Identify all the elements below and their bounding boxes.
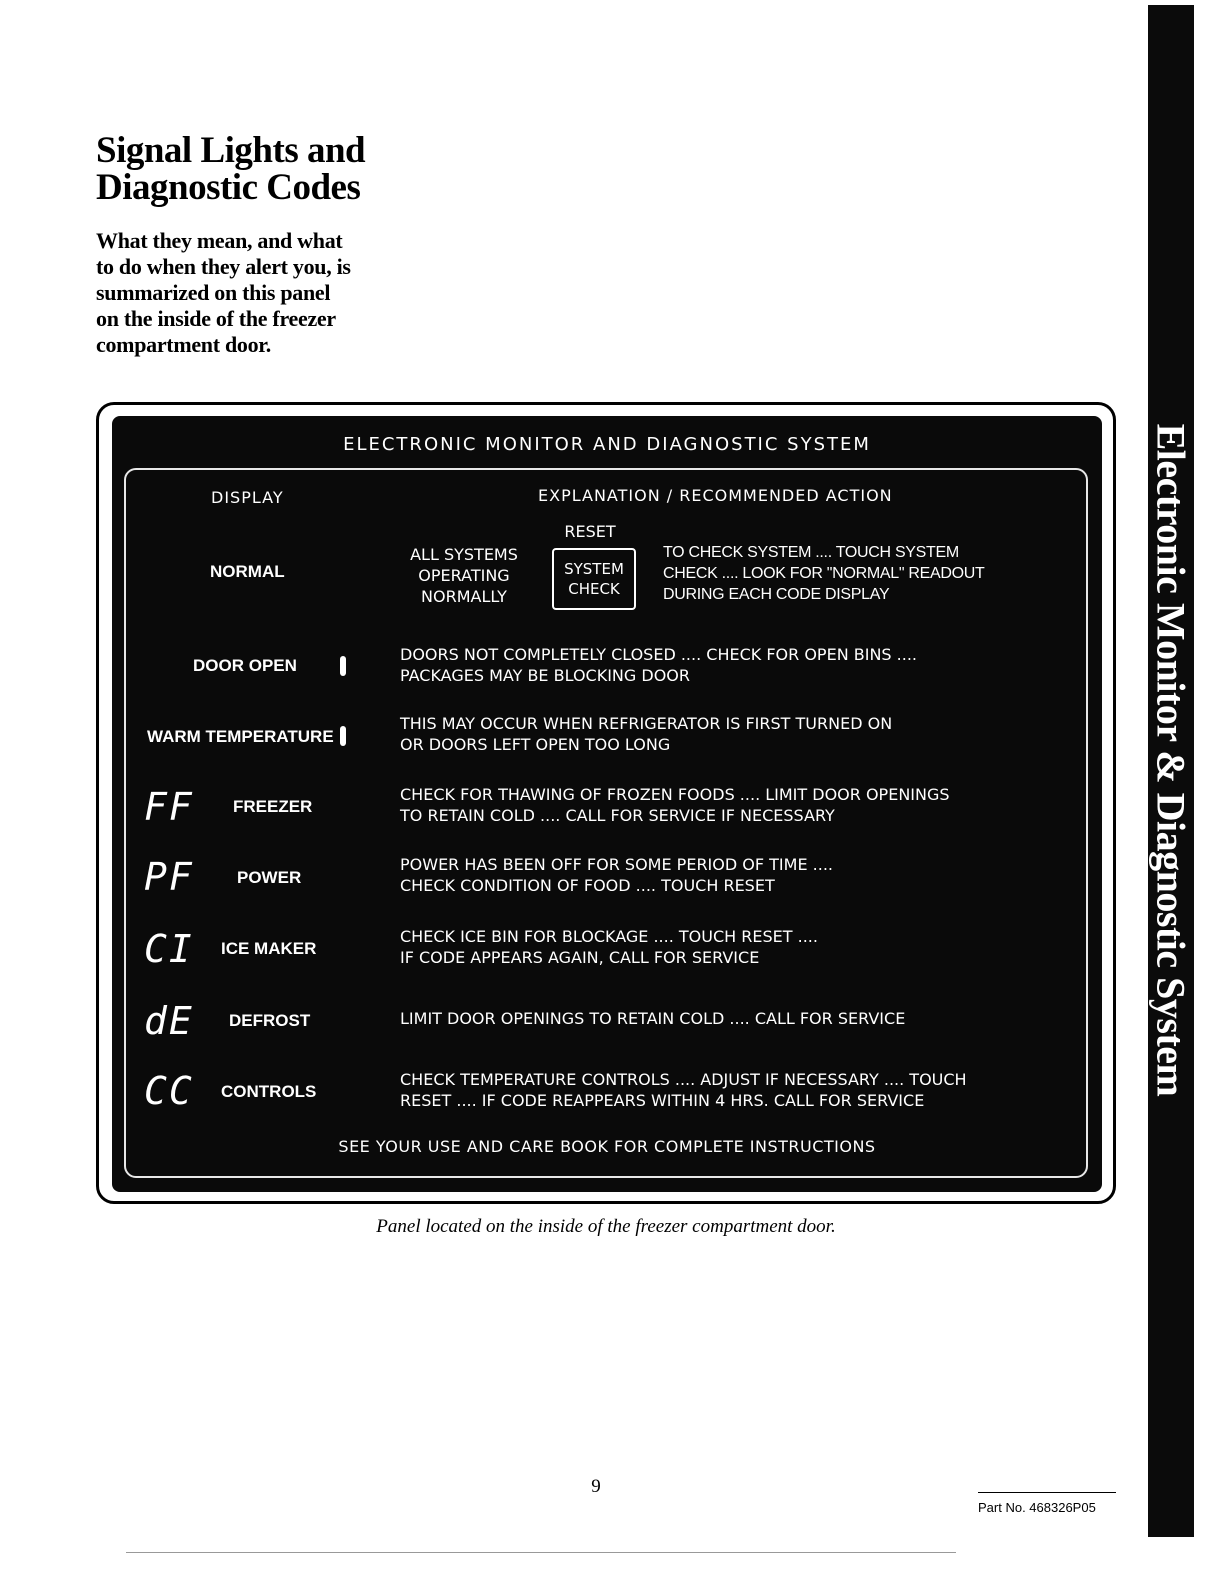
page-title-line-2: Diagnostic Codes <box>96 167 361 208</box>
panel-title: ELECTRONIC MONITOR AND DIAGNOSTIC SYSTEM <box>343 434 871 455</box>
warm-temperature-indicator-light <box>340 726 346 746</box>
normal-instruction-line: TO CHECK SYSTEM .... TOUCH SYSTEM <box>663 544 959 561</box>
controls-code: CC <box>144 1069 194 1113</box>
explanation-line: CHECK CONDITION OF FOOD .... TOUCH RESET <box>400 876 775 895</box>
intro-line: on the inside of the freezer <box>96 306 336 331</box>
warm-temperature-label: WARM TEMPERATURE <box>147 727 334 746</box>
system-check-line: SYSTEM <box>564 560 624 578</box>
door-open-explanation <box>400 644 917 686</box>
panel-caption: Panel located on the inside of the freezer compartment door. <box>376 1216 836 1237</box>
explanation-line: RESET .... IF CODE REAPPEARS WITHIN 4 HRS. CALL FOR SERVICE <box>400 1091 925 1110</box>
normal-label: NORMAL <box>210 562 285 581</box>
normal-instruction-line: CHECK .... LOOK FOR "NORMAL" READOUT <box>663 565 985 582</box>
freezer-explanation <box>400 784 950 826</box>
intro-line: compartment door. <box>96 332 271 357</box>
power-code: PF <box>144 855 194 899</box>
door-open-label: DOOR OPEN <box>193 656 297 675</box>
explanation-line: CHECK FOR THAWING OF FROZEN FOODS .... LIMIT DOOR OPENINGS <box>400 785 950 804</box>
ice-maker-explanation <box>400 926 818 968</box>
explanation-line: OR DOORS LEFT OPEN TOO LONG <box>400 735 671 754</box>
normal-status-line: OPERATING <box>418 566 510 585</box>
defrost-label: DEFROST <box>229 1011 311 1030</box>
reset-label: RESET <box>564 522 616 541</box>
normal-instructions <box>663 542 985 605</box>
power-explanation <box>400 854 833 896</box>
explanation-line: DOORS NOT COMPLETELY CLOSED .... CHECK FOR OPEN BINS .... <box>400 645 917 664</box>
explanation-line: CHECK ICE BIN FOR BLOCKAGE .... TOUCH RESET .... <box>400 927 818 946</box>
explanation-line: CHECK TEMPERATURE CONTROLS .... ADJUST IF NECESSARY .... TOUCH <box>400 1070 967 1089</box>
controls-explanation <box>400 1069 967 1111</box>
normal-instruction-line: DURING EACH CODE DISPLAY <box>663 586 890 603</box>
controls-label: CONTROLS <box>221 1082 317 1101</box>
page-number: 9 <box>591 1476 601 1497</box>
intro-line: to do when they alert you, is <box>96 254 351 279</box>
explanation-line: POWER HAS BEEN OFF FOR SOME PERIOD OF TIME .... <box>400 855 833 874</box>
bottom-rule <box>126 1552 956 1553</box>
diagnostic-panel <box>112 416 1102 1192</box>
power-label: POWER <box>237 868 302 887</box>
system-check-line: CHECK <box>568 580 620 598</box>
side-tab-label: Electronic Monitor & Diagnostic System <box>1148 423 1194 1097</box>
freezer-code: FF <box>144 785 194 829</box>
part-number: Part No. 468326P05 <box>978 1500 1096 1515</box>
explanation-column-header: EXPLANATION / RECOMMENDED ACTION <box>538 486 893 505</box>
intro-paragraph <box>96 228 396 358</box>
explanation-line: TO RETAIN COLD .... CALL FOR SERVICE IF NECESSARY <box>400 806 835 825</box>
normal-status-text <box>400 544 528 607</box>
door-open-indicator-light <box>340 656 346 676</box>
part-number-rule <box>978 1492 1116 1493</box>
system-check-button <box>552 548 636 610</box>
explanation-line: PACKAGES MAY BE BLOCKING DOOR <box>400 666 690 685</box>
defrost-explanation <box>400 1008 905 1029</box>
explanation-line: THIS MAY OCCUR WHEN REFRIGERATOR IS FIRST TURNED ON <box>400 714 893 733</box>
intro-line: What they mean, and what <box>96 228 343 253</box>
explanation-line: IF CODE APPEARS AGAIN, CALL FOR SERVICE <box>400 948 760 967</box>
normal-status-line: ALL SYSTEMS <box>410 545 518 564</box>
ice-maker-label: ICE MAKER <box>221 939 317 958</box>
defrost-code: dE <box>144 999 194 1043</box>
freezer-label: FREEZER <box>233 797 313 816</box>
intro-line: summarized on this panel <box>96 280 331 305</box>
page-title-line-1: Signal Lights and <box>96 130 366 171</box>
normal-status-line: NORMALLY <box>421 587 507 606</box>
explanation-line: LIMIT DOOR OPENINGS TO RETAIN COLD .... CALL FOR SERVICE <box>400 1009 906 1028</box>
display-column-header: DISPLAY <box>211 488 284 507</box>
ice-maker-code: CI <box>144 927 194 971</box>
warm-temperature-explanation <box>400 713 892 755</box>
panel-footer-note: SEE YOUR USE AND CARE BOOK FOR COMPLETE INSTRUCTIONS <box>338 1137 876 1156</box>
page-title <box>96 132 365 206</box>
